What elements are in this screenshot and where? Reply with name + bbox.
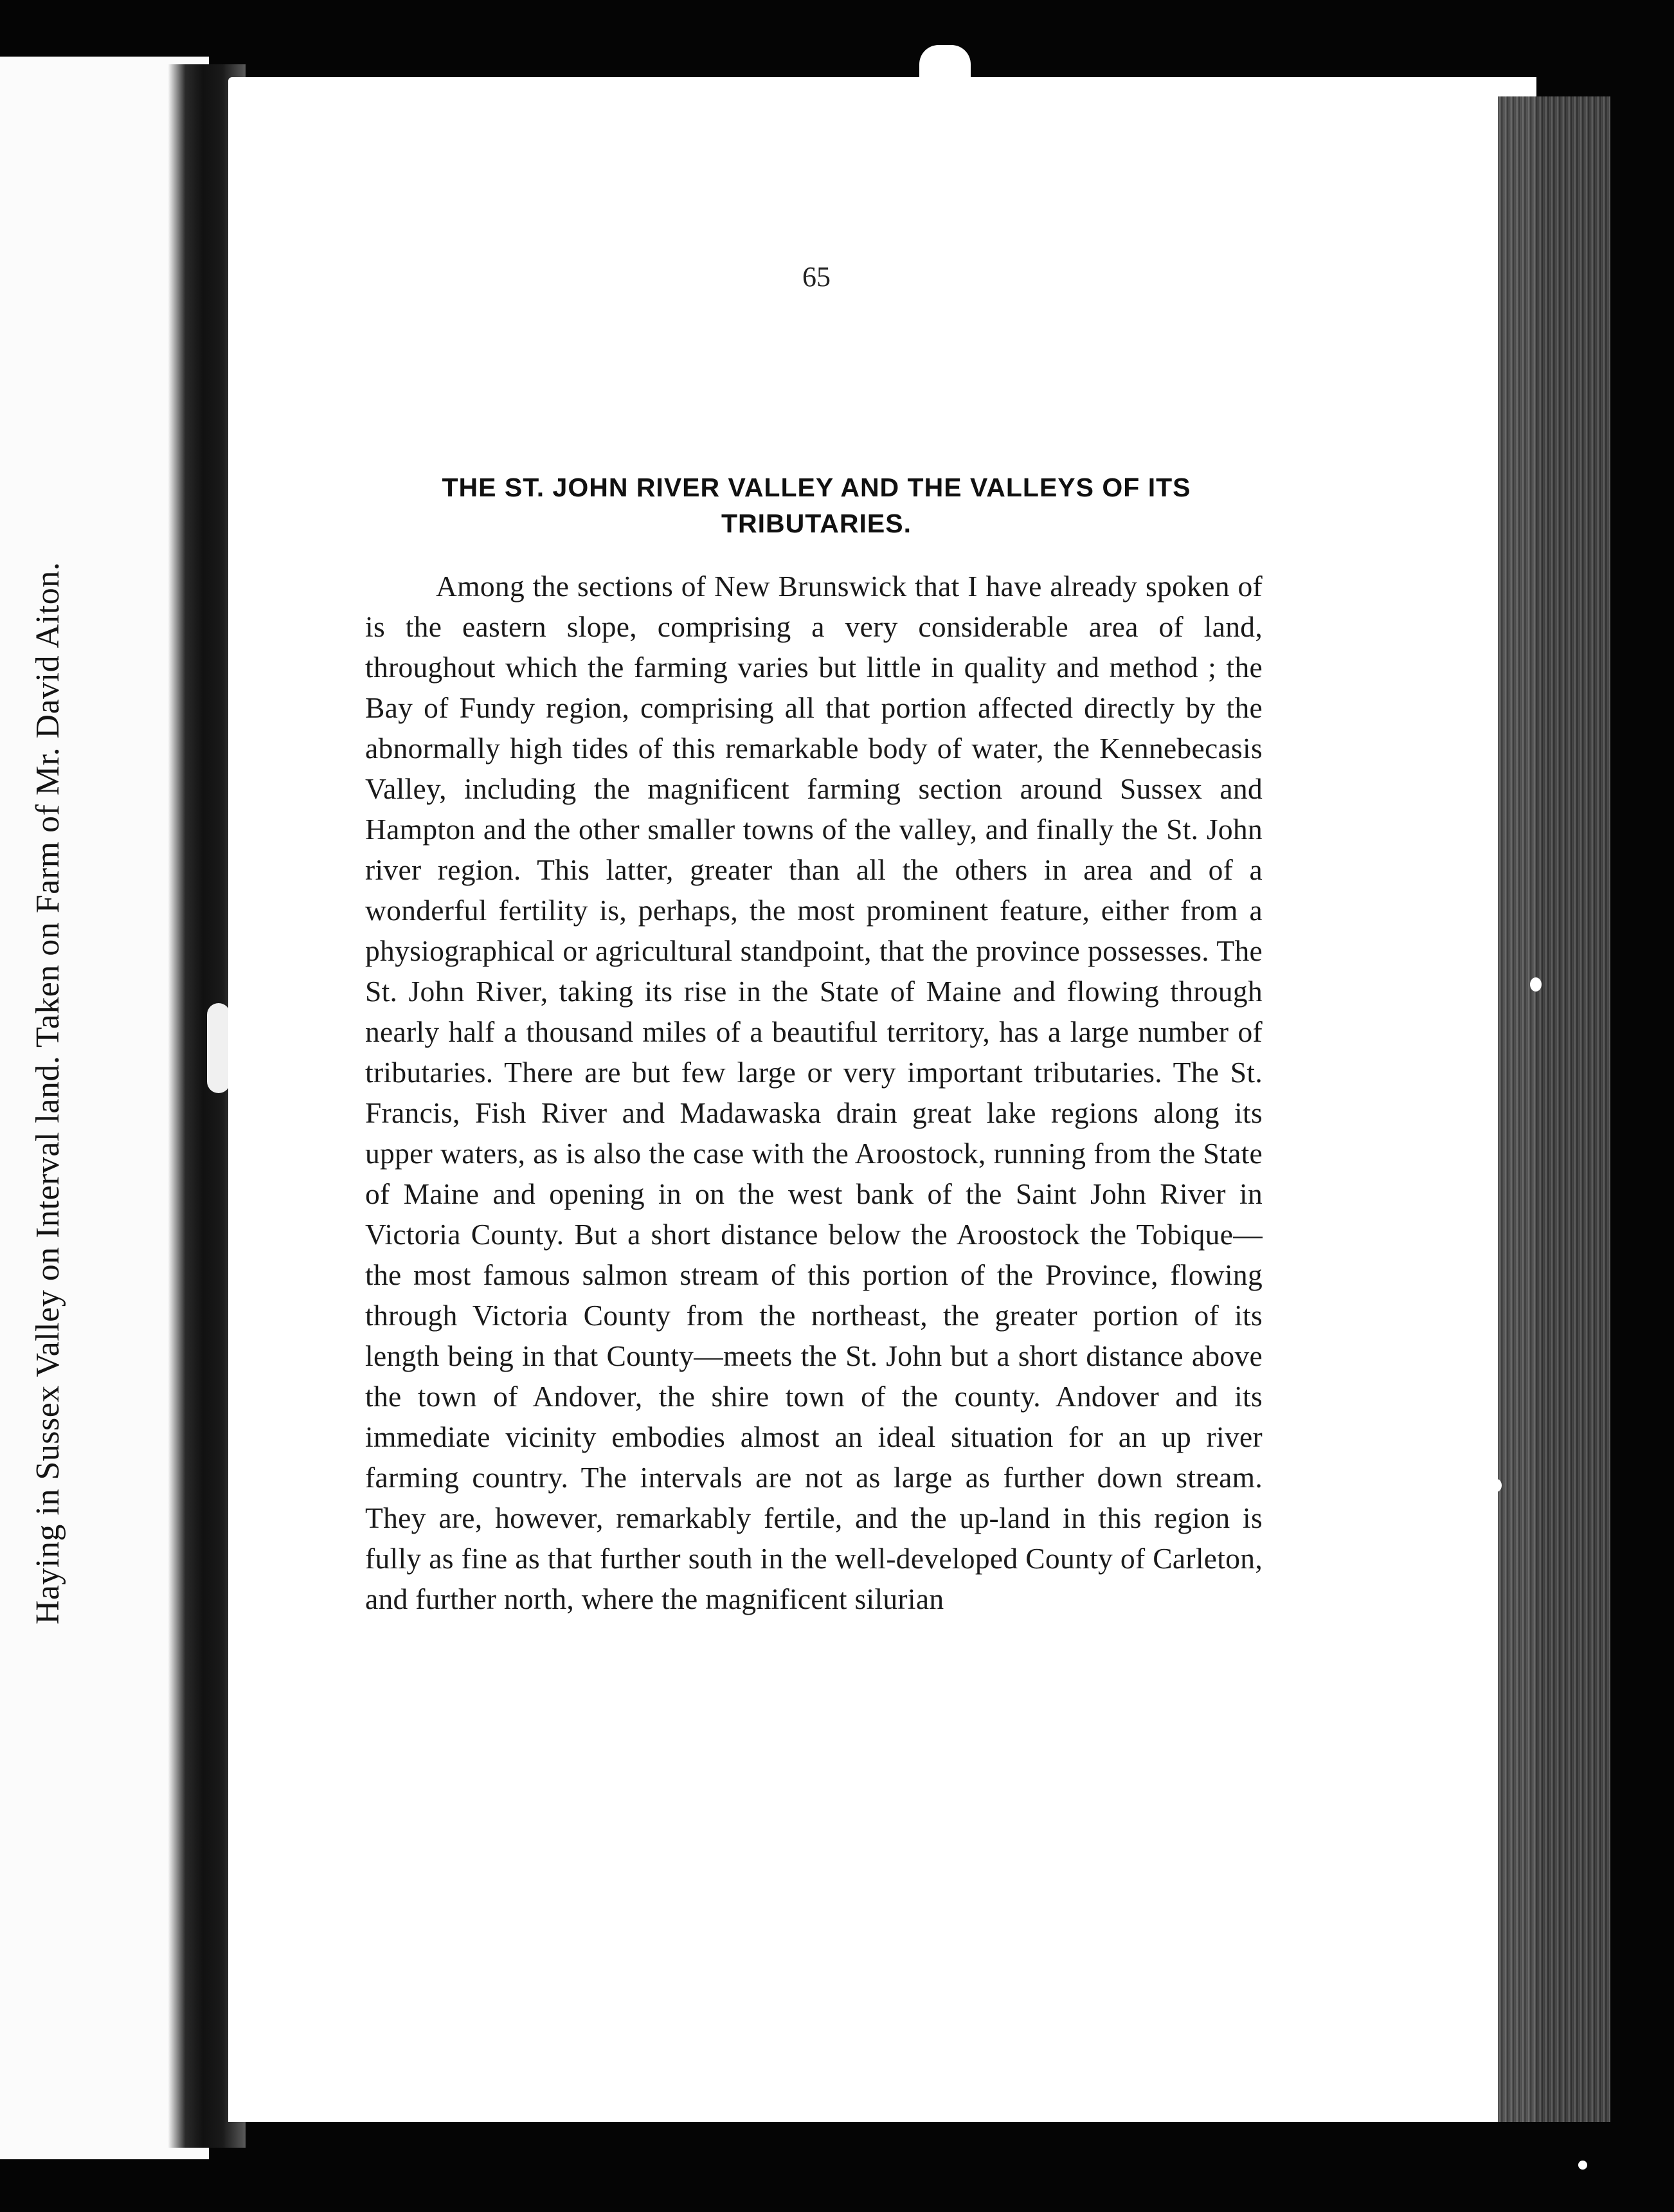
photo-caption-rotated: Haying in Sussex Valley on Interval land. Taken on Farm of Mr. David Aiton. (30, 561, 66, 1625)
scan-speck (1479, 1942, 1493, 1961)
page-number: 65 (802, 261, 831, 293)
scan-speck (1578, 2161, 1587, 2170)
chapter-title-line-2: TRIBUTARIES. (721, 509, 912, 538)
scan-speck (1530, 977, 1542, 992)
book-page-edges (1498, 96, 1610, 2122)
chapter-title-line-1: THE ST. JOHN RIVER VALLEY AND THE VALLEYS OF ITS (442, 473, 1191, 502)
chapter-title (360, 469, 1273, 541)
scan-speck (1491, 1479, 1502, 1492)
page-tear (919, 45, 971, 84)
gutter-fold (207, 1003, 230, 1093)
body-paragraph: Among the sections of New Brunswick that I have already spoken of is the eastern slope, comprising a very considerable area of land, throughout which the farming varies but little in quality and method ; the Bay of Fundy region, comprising all that portion affected directly by the abnormally high tides of this remarkable body of water, the Kennebecasis Valley, including the magnificent farming section around Sussex and Hampton and the other smaller towns of the valley, and finally the St. John river region. This latter, greater than all the others in area and of a wonderful fertility is, perhaps, the most prominent feature, either from a physiographical or agricultural standpoint, that the province possesses. The St. John River, taking its rise in the State of Maine and flowing through nearly half a thousand miles of a beautiful territory, has a large number of tributaries. There are but few large or very important tributaries. The St. Francis, Fish River and Madawaska drain great lake regions along its upper waters, as is also the case with the Aroostock, running from the State of Maine and opening in on the west bank of the Saint John River in Victoria County. But a short distance below the Aroostock the Tobique—the most famous salmon stream of this portion of the Province, flowing through Victoria County from the northeast, the greater portion of its length being in that County—meets the St. John but a short distance above the town of Andover, the shire town of the county. Andover and its immediate vicinity embodies almost an ideal situation for an up river farming country. The intervals are not as large as further down stream. They are, however, remarkably fertile, and the up-land in this region is fully as fine as that further south in the well-developed County of Carleton, and further north, where the magnificent silurian (365, 570, 1263, 1615)
